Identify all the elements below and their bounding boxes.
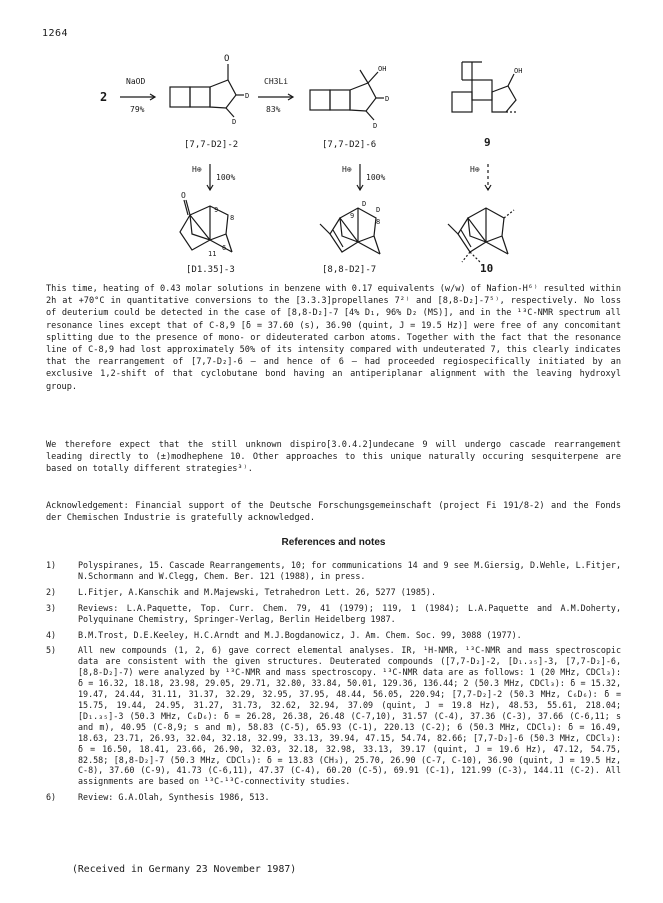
reference-text: All new compounds (1, 2, 6) gave correct elemental analyses. IR, ¹H-NMR, ¹³C-NMR and mass spectroscopic data are consistent with the given structures. Deuterated compounds ([7,7-D₂]-2, [D₁.₃₅]-3, [7,7-D₂]-6, [8,8-D₂]-7) were analyzed by ¹³C-NMR and mass spectroscopy. ¹³C-NMR data are as follows: 1 (20 MHz, CDCl₃): δ = 16.32, 18.18, 23.98, 29.05, 29.71, 32.80, 33.84, 50.01, 129.36, 136.44; 2 (50.3 MHz, CDCl₃): δ = 15.32, 19.47, 24.44, 31.11, 31.37, 32.29, 32.95, 37.95, 48.44, 56.05, 220.94; [7,7-D₂]-2 (50.3 MHz, C₆D₆): δ = 15.75, 19.44, 24.95, 31.27, 31.73, 32.62, 32.94, 37.09 (quint, J = 19.8 Hz), 48.53, 55.61, 218.04; [D₁.₃₅]-3 (50.3 MHz, C₆D₆): δ = 26.28, 26.38, 26.48 (C-7,10), 31.57 (C-4), 37.36 (C-3), 37.66 (C-6,11; s and m), 40.95 (C-8,9; s and m), 58.83 (C-5), 65.93 (C-1), 220.13 (C-2); 6 (50.3 MHz, CDCl₃): δ = 16.49, 18.63, 23.71, 26.93, 32.04, 32.18, 32.99, 33.13, 39.94, 47.15, 54.74, 82.66; [7,7-D₂]-6 (50.3 MHz, CDCl₃): δ = 16.50, 18.41, 23.66, 26.90, 32.03, 32.18, 32.98, 33.13, 39.17 (quint, J = 19.6 Hz), 47.12, 54.75, 82.58; [8,8-D₂]-7 (50.3 MHz, CDCl₃): δ = 13.83 (CH₃), 25.70, 26.90 (C-7, C-10), 36.90 (quint, J = 19.5 Hz, C-8), 37.60 (C-9), 41.73 (C-6,11), 47.37 (C-4), 60.20 (C-5), 69.91 (C-1), 121.99 (C-3), 144.11 (C-2). All assignments are based on ¹³C-¹³C-connectivity studies. xyxy=(78,645,621,787)
proton-label-3: H⊕ xyxy=(470,165,480,174)
oxo-label-2: O xyxy=(224,54,230,64)
atom-9-in-7: 9 xyxy=(350,212,355,220)
d-label-2a: D xyxy=(232,118,237,126)
reagent-naod: NaOD xyxy=(126,77,146,86)
page-number: 1264 xyxy=(42,28,69,39)
reference-item xyxy=(46,645,621,787)
atom-6-in-3: 6 xyxy=(222,244,227,252)
compound-label-9: 9 xyxy=(484,136,491,149)
reference-number: 6) xyxy=(46,792,57,803)
atom-8-in-7: 8 xyxy=(376,218,381,226)
reference-text: Review: G.A.Olah, Synthesis 1986, 513. xyxy=(78,792,270,803)
acknowledgement: Acknowledgement: Financial support of the Deutsche Forschungsgemeinschaft (project Fi 191/8-2) and the Fonds der Chemischen Industrie is gratefully acknowledged. xyxy=(46,501,621,524)
reference-number: 1) xyxy=(46,560,57,570)
atom-11-in-3: 11 xyxy=(208,250,217,258)
paragraph-outlook: We therefore expect that the still unknown dispiro[3.0.4.2]undecane 9 will undergo cascade rearrangement leading directly to (±)modhephene 10. Other approaches to this unique naturally occuring sesquiterpene are based on totally different strategies³⁾. xyxy=(46,440,621,475)
d-label-6a: D xyxy=(373,122,378,130)
reference-number: 3) xyxy=(46,602,57,613)
yield-83: 83% xyxy=(266,105,281,114)
reference-number: 2) xyxy=(46,586,57,597)
d-label-2b: D xyxy=(245,92,250,100)
d-label-7a: D xyxy=(362,200,367,208)
references-heading: References and notes xyxy=(281,537,386,548)
proton-label-2: H⊕ xyxy=(342,165,352,174)
reference-item xyxy=(46,792,621,803)
structure-9 xyxy=(452,62,518,120)
reference-text: L.Fitjer, A.Kanschik and M.Majewski, Tetrahedron Lett. 26, 5277 (1985). xyxy=(78,586,436,597)
d-label-6b: D xyxy=(385,95,390,103)
reference-text: Polyspiranes, 15. Cascade Rearrangements, 10; for communications 14 and 9 see M.Giersig, D.Wehle, L.Fitjer, N.Schormann and W.Clegg, Chem. Ber. 121 (1988), in press. xyxy=(78,560,621,581)
reference-item xyxy=(46,630,621,641)
atom-8-in-3: 8 xyxy=(230,214,235,222)
reference-item xyxy=(46,560,621,582)
reference-item xyxy=(46,603,621,625)
oh-label-6: OH xyxy=(378,65,387,73)
proton-label-1: H⊕ xyxy=(192,165,202,174)
atom-9-in-3: 9 xyxy=(214,206,219,214)
compound-label-10: 10 xyxy=(480,262,494,275)
references-list xyxy=(46,560,621,808)
structure-2 xyxy=(170,64,244,117)
paragraph-results: This time, heating of 0.43 molar solutions in benzene with 0.17 equivalents (w/w) of Nafion-H⁶⁾ resulted within 2h at +70°C in quantitative conversions to the [3.3.3]propellanes 7²⁾ and [8,8-D₂]-7⁵⁾, respectively. No loss of deuterium could be detected in the case of [8,8-D₂]-7 [4% D₁, 96% D₂ (MS)], and in the ¹³C-NMR spectrum all resonance lines except that of C-8,9 [δ = 37.60 (s), 36.90 (quint, J = 19.5 Hz)] were free of any concomitant splitting due to the presence of mono- or dideuterated carbon atoms. Together with the fact that the resonance line of C-8,9 had lost approximately 50% of its intensity compared with undeuterated 7, this clearly indicates that the rearrangement of [7,7-D₂]-6 – and hence of 6 – had proceeded regiospecifically initiated by an exclusive 1,2-shift of that cyclobutane bond having an antiperiplanar alignment with the leaving hydroxyl group. xyxy=(46,284,621,392)
compound-label-d2-6: [7,7-D2]-6 xyxy=(322,140,377,150)
compound-label-d135-3: [D1.35]-3 xyxy=(186,265,235,275)
yield-79: 79% xyxy=(130,105,145,114)
reference-text: Reviews: L.A.Paquette, Top. Curr. Chem. 79, 41 (1979); 119, 1 (1984); L.A.Paquette and A.M.Doherty, Polyquinane Chemistry, Springer-Verlag, Berlin Heidelberg 1987. xyxy=(78,602,621,624)
yield-100-1: 100% xyxy=(216,173,236,182)
yield-100-2: 100% xyxy=(366,173,386,182)
reference-text: B.M.Trost, D.E.Keeley, H.C.Arndt and M.J.Bogdanowicz, J. Am. Chem. Soc. 99, 3088 (1977). xyxy=(78,629,522,640)
oxo-label-3: O xyxy=(181,191,186,200)
oh-label-9: OH xyxy=(514,67,523,75)
reference-number: 5) xyxy=(46,645,57,656)
reaction-scheme xyxy=(0,40,663,280)
reference-item xyxy=(46,587,621,598)
compound-label-d2-7: [8,8-D2]-7 xyxy=(322,265,377,275)
structure-10 xyxy=(448,208,514,262)
compound-label-d2-2: [7,7-D2]-2 xyxy=(184,140,239,150)
reference-number: 4) xyxy=(46,629,57,640)
reagent-ch3li: CH3Li xyxy=(264,77,289,86)
start-compound-label: 2 xyxy=(100,90,108,104)
d-label-7b: D xyxy=(376,206,381,214)
received-date: (Received in Germany 23 November 1987) xyxy=(72,864,297,875)
structure-6 xyxy=(310,70,384,120)
